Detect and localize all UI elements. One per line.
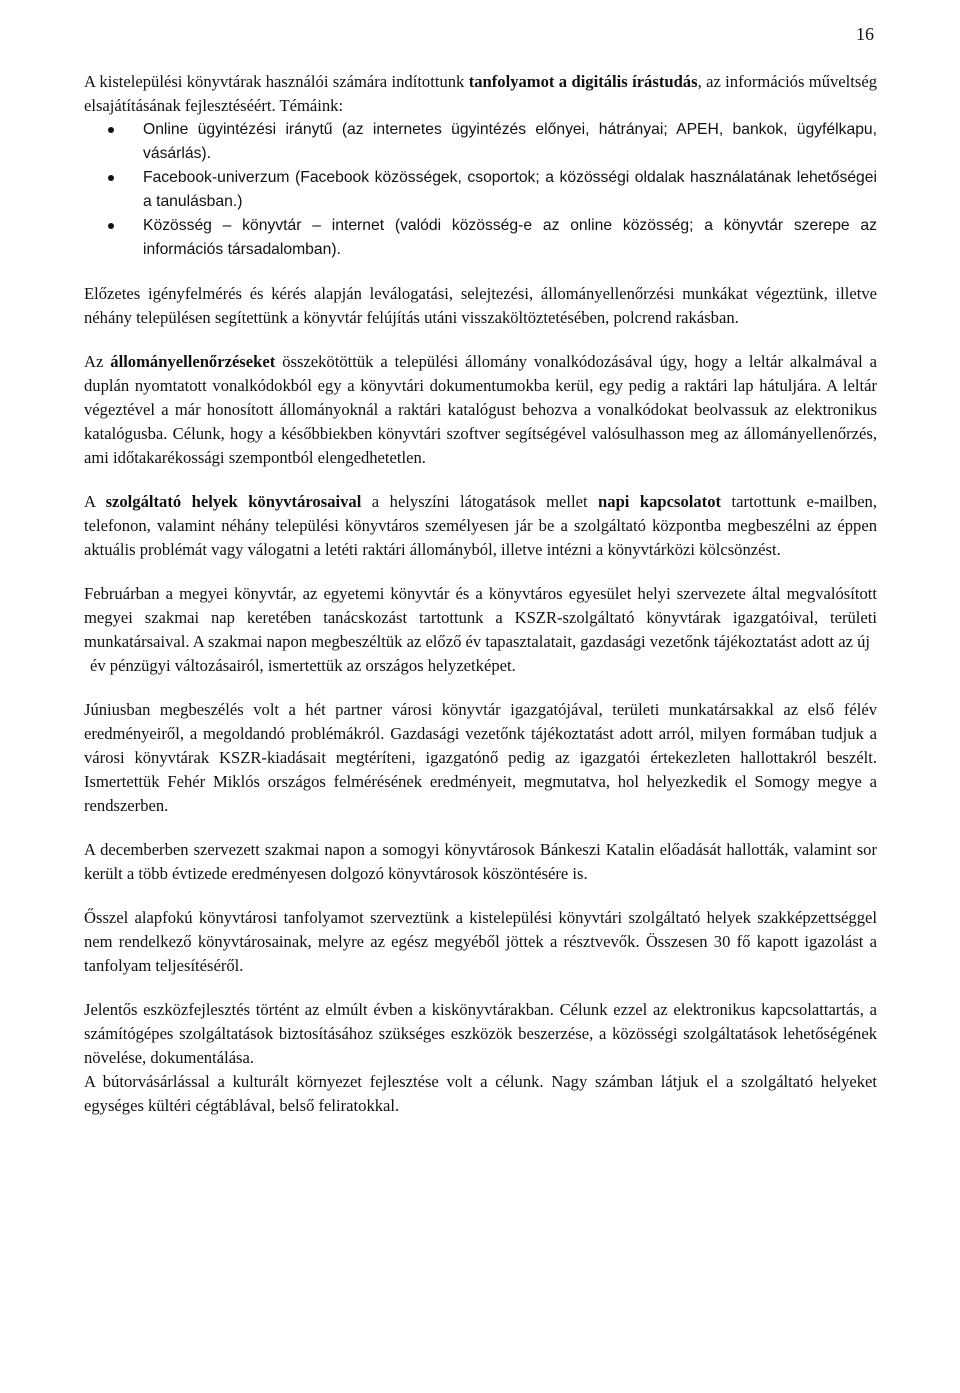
paragraph-autumn-course: Ősszel alapfokú könyvtárosi tanfolyamot szerveztünk a kistelepülési könyvtári szolgáltató helyek szakképzettséggel nem rendelkező könyvtárosainak, melyre az egész megyéből jöttek a résztvevők. Összesen 30 fő kapott igazolást a tanfolyam teljesítéséről. <box>84 908 877 975</box>
page-number: 16 <box>856 24 874 44</box>
bold-text-digital-literacy: tanfolyamot a digitális írástudás <box>468 72 698 91</box>
paragraph-december-day: A decemberben szervezett szakmai napon a somogyi könyvtárosok Bánkeszi Katalin előadását hallották, valamint sor került a több évtizede eredményesen dolgozó könyvtárosok köszöntésére is. <box>84 840 877 883</box>
paragraph-furniture-purchase: A bútorvásárlással a kulturált környezet fejlesztése volt a célunk. Nagy számban látjuk el a szolgáltató helyeket egységes kültéri cégtáblával, belső feliratokkal. <box>84 1072 877 1115</box>
bold-text-daily-contact: napi kapcsolatot <box>598 492 722 511</box>
paragraph-june-meeting: Júniusban megbeszélés volt a hét partner városi könyvtár igazgatójával, területi munkatársakkal az első félév eredményeiről, a megoldandó problémákról. Gazdasági vezetőnk tájékoztatást adott arról, milyen formában tudjuk a városi könyvtárak KSZR-kiadásait megtéríteni, igazgatónő pedig az igazgatói értekezleten hallottakról beszélt. Ismertettük Fehér Miklós országos felmérésének eredményeit, megmutatva, hol helyezkedik el Somogy megye a rendszerben. <box>84 700 877 815</box>
list-item: Facebook-univerzum (Facebook közösségek, csoportok; a közösségi oldalak használatának lehetőségei a tanulásban.) <box>143 166 877 214</box>
text-run: A kistelepülési könyvtárak használói számára indítottunk <box>84 72 469 91</box>
paragraph-inventory-check <box>84 350 877 470</box>
course-topics-list <box>84 118 877 262</box>
paragraph-february-meeting-continued: év pénzügyi változásairól, ismertettük az országos helyzetképet. <box>90 656 516 675</box>
text-run: tartottunk e-mailben, telefonon, valamint néhány települési könyvtáros személyesen jár be a szolgáltató központba megbeszélni az éppen aktuális problémát vagy válogatni a letéti raktári állományból, illetve intézni a könyvtárközi kölcsönzést. <box>84 492 878 559</box>
list-item: Online ügyintézési iránytű (az internetes ügyintézés előnyei, hátrányai; APEH, bankok, ügyfélkapu, vásárlás). <box>143 118 877 166</box>
bold-text-inventory-checks: állományellenőrzéseket <box>110 352 276 371</box>
bold-text-service-point-librarians: szolgáltató helyek könyvtárosaival <box>105 492 362 511</box>
paragraph-equipment-development: Jelentős eszközfejlesztés történt az elmúlt évben a kiskönyvtárakban. Célunk ezzel az elektronikus kapcsolattartás, a számítógépes szolgáltatások biztosításához szükséges eszközök beszerzése, a közösségi szolgáltatások lehetőségének növelése, dokumentálása. <box>84 1000 877 1067</box>
paragraph-needs-assessment: Előzetes igényfelmérés és kérés alapján leválogatási, selejtezési, állományellenőrzési munkákat végeztünk, illetve néhány településen segítettünk a könyvtár felújítás utáni visszaköltöztetésében, polcrend rakásban. <box>84 284 877 327</box>
paragraph-service-points <box>84 490 877 562</box>
paragraph-february-meeting: Februárban a megyei könyvtár, az egyetemi könyvtár és a könyvtáros egyesület helyi szervezete által megvalósított megyei szakmai nap keretében tanácskozást tartottunk a KSZR-szolgáltató könyvtárak igazgatóival, területi munkatársaival. A szakmai napon megbeszéltük az előző év tapasztalatait, gazdasági vezetőnk tájékoztatást adott az új <box>84 584 877 651</box>
list-item: Közösség – könyvtár – internet (valódi közösség-e az online közösség; a könyvtár szerepe az információs társadalomban). <box>143 214 877 262</box>
text-run: összekötöttük a települési állomány vonalkódozásával úgy, hogy a leltár alkalmával a duplán nyomtatott vonalkódokból egy a könyvtári dokumentumokba kerül, egy pedig a raktári lap hátuljára. A leltár végeztével a már honosított állományoknál a raktári katalógust behozva a vonalkódokat beolvassuk az elektronikus katalógusba. Célunk, hogy a későbbiekben könyvtári szoftver segítségével valósulhasson meg az állományellenőrzés, ami időtakarékossági szempontból elengedhetetlen. <box>84 352 878 467</box>
text-run: a helyszíni látogatások mellet <box>361 492 599 511</box>
text-run: Az <box>84 352 111 371</box>
paragraph-digital-literacy-course <box>84 70 877 118</box>
text-run: , az információs műveltség elsajátításának fejlesztéséért. Témáink: <box>84 72 878 115</box>
text-run: A <box>84 492 106 511</box>
document-body <box>84 70 877 1118</box>
